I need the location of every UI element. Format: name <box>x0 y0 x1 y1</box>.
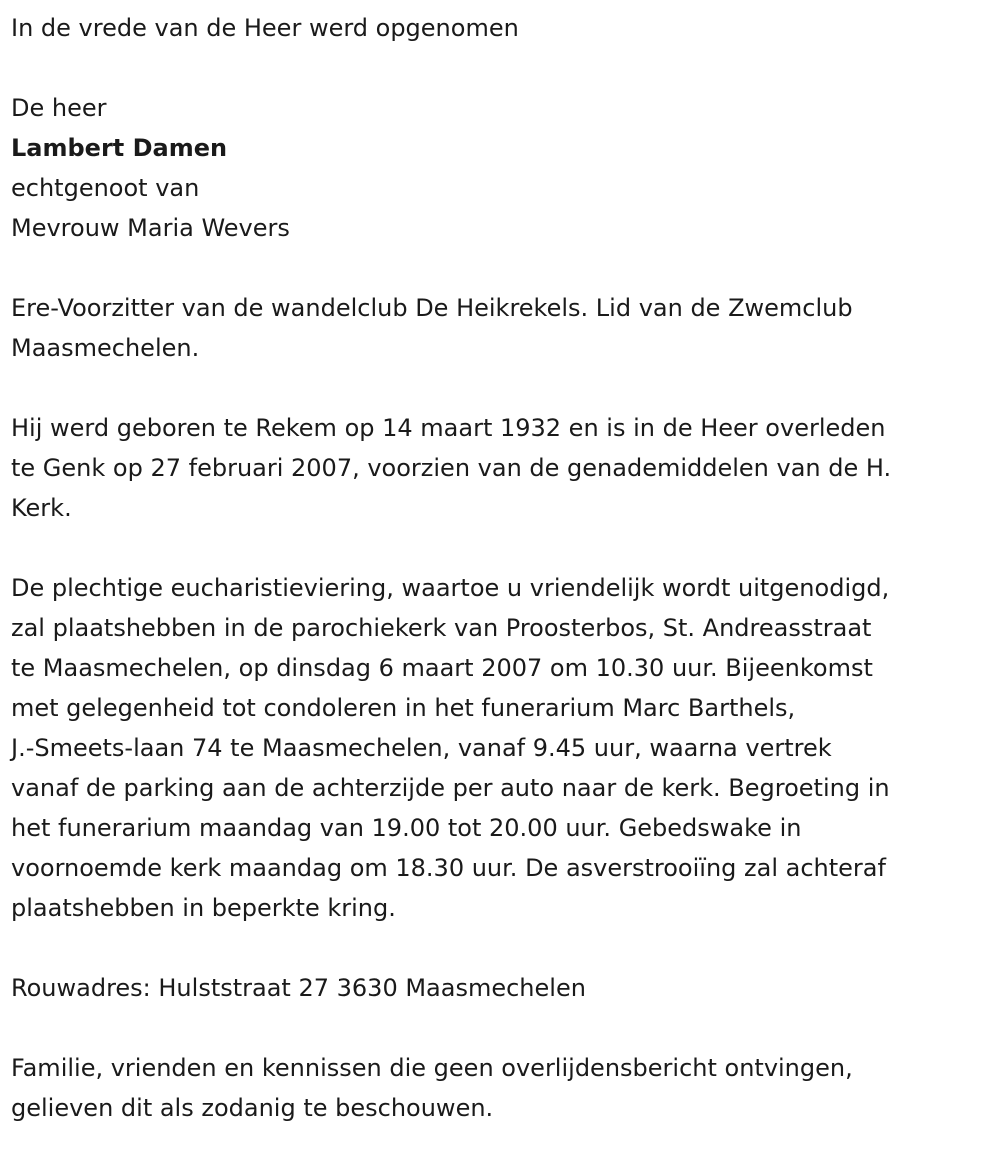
salutation: De heer <box>11 94 107 122</box>
ceremony-paragraph: De plechtige eucharistieviering, waartoe u vriendelijk wordt uitgenodigd, zal plaatshebben in de parochiekerk van Proosterbos, St. Andreasstraat te Maasmechelen, op dinsdag 6 maart 2007 om 10.30 uur. Bijeenkomst met gelegenheid tot condoleren in het funerarium Marc Barthels, J.-Smeets-laan 74 te Maasmechelen, vanaf 9.45 uur, waarna vertrek vanaf de parking aan de achterzijde per auto naar de kerk. Begroeting in het funerarium maandag van 19.00 tot 20.00 uur. Gebedswake in voornoemde kerk maandag om 18.30 uur. De asverstrooiïng zal achteraf plaatshebben in beperkte kring. <box>11 574 890 922</box>
spouse-name: Mevrouw Maria Wevers <box>11 214 290 242</box>
mourning-address: Rouwadres: Hulststraat 27 3630 Maasmechelen <box>11 974 586 1002</box>
affiliations-paragraph: Ere-Voorzitter van de wandelclub De Heikrekels. Lid van de Zwemclub Maasmechelen. <box>11 294 853 362</box>
spouse-label: echtgenoot van <box>11 174 200 202</box>
closing-paragraph: Familie, vrienden en kennissen die geen overlijdensbericht ontvingen, gelieven dit als zodanig te beschouwen. <box>11 1054 853 1122</box>
deceased-name: Lambert Damen <box>11 134 228 162</box>
birth-death-paragraph: Hij werd geboren te Rekem op 14 maart 1932 en is in de Heer overleden te Genk op 27 februari 2007, voorzien van de genademiddelen van de H. Kerk. <box>11 414 892 522</box>
intro-line: In de vrede van de Heer werd opgenomen <box>11 14 519 42</box>
